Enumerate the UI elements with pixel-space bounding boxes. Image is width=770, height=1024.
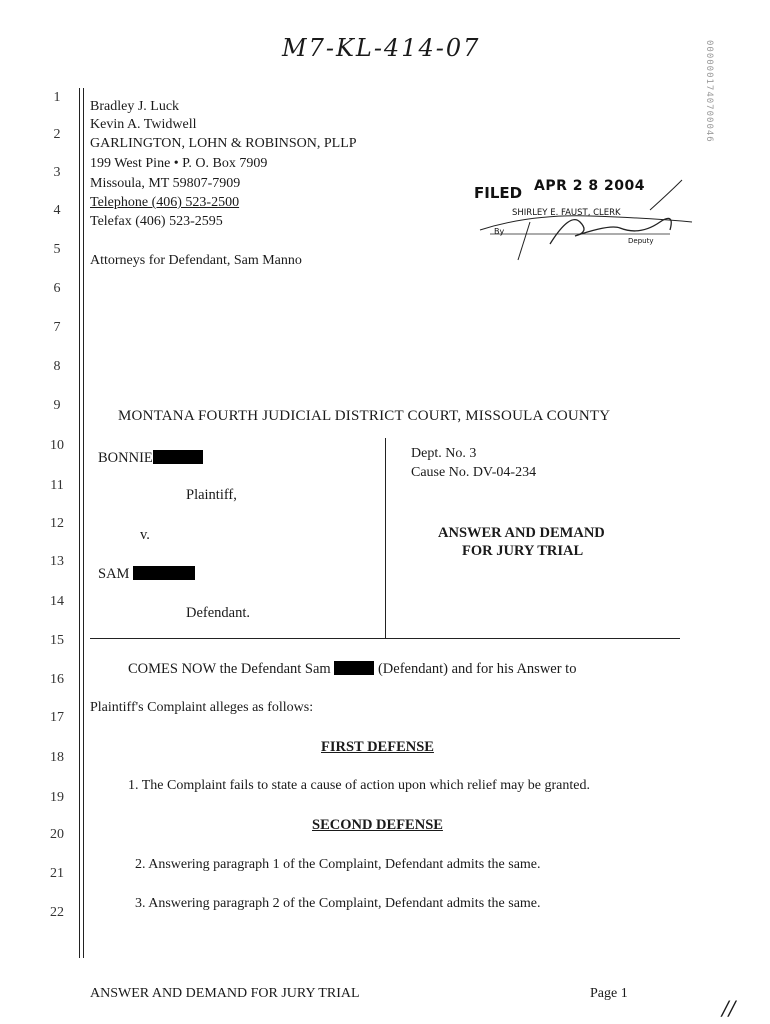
line-number: 7: [53, 320, 61, 335]
dept-number: Dept. No. 3: [411, 446, 477, 461]
footer-page-number: Page 1: [590, 986, 628, 1001]
filed-stamp-by: By: [494, 227, 505, 236]
filed-stamp-date: APR 2 8 2004: [534, 178, 645, 194]
line-number: 11: [50, 478, 64, 493]
line-number: 17: [50, 710, 64, 725]
line-number: 20: [50, 827, 64, 842]
filed-stamp-deputy: Deputy: [628, 237, 654, 245]
versus: v.: [140, 527, 150, 543]
intro-line-1: [128, 661, 576, 678]
line-number: 2: [53, 127, 61, 142]
footer-handwritten-mark: //: [722, 996, 736, 1020]
attorney-line: Bradley J. Luck: [90, 99, 180, 114]
attorney-line: GARLINGTON, LOHN & ROBINSON, PLLP: [90, 136, 357, 151]
paragraph-3: 3. Answering paragraph 2 of the Complaint, Defendant admits the same.: [135, 896, 541, 911]
redaction-bar: [334, 661, 374, 675]
line-number: 14: [50, 594, 64, 609]
attorney-line: 199 West Pine • P. O. Box 7909: [90, 156, 268, 171]
paragraph-2: 2. Answering paragraph 1 of the Complaint, Defendant admits the same.: [135, 857, 541, 872]
clerk-signature-icon: [470, 172, 700, 262]
court-title: MONTANA FOURTH JUDICIAL DISTRICT COURT, MISSOULA COUNTY: [118, 408, 611, 424]
defendant-name-text: SAM: [98, 566, 130, 582]
caption-bottom-rule: [90, 638, 680, 639]
attorney-line: Telephone (406) 523-2500: [90, 195, 240, 210]
cause-number: Cause No. DV-04-234: [411, 465, 537, 480]
line-number: 8: [53, 359, 61, 374]
filed-stamp-label: FILED: [474, 184, 523, 202]
line-number: 4: [53, 203, 61, 218]
intro-text-a: COMES NOW the Defendant Sam: [128, 661, 331, 677]
intro-text-b: (Defendant) and for his Answer to: [377, 661, 577, 677]
document-title-line-2: FOR JURY TRIAL: [462, 543, 584, 559]
line-number: 1: [53, 90, 61, 105]
attorney-line: Kevin A. Twidwell: [90, 117, 197, 132]
attorneys-for: Attorneys for Defendant, Sam Manno: [90, 253, 302, 268]
handwritten-case-reference: M7-KL-414-07: [282, 34, 481, 62]
line-number: 18: [50, 750, 64, 765]
redaction-bar: [133, 566, 195, 580]
plaintiff-name: [98, 450, 203, 467]
line-number: 9: [53, 398, 61, 413]
left-margin-rule-1: [79, 88, 80, 958]
line-number: 16: [50, 672, 64, 687]
caption-divider: [385, 438, 386, 638]
line-number: 22: [50, 905, 64, 920]
intro-line-2: Plaintiff's Complaint alleges as follows:: [90, 700, 314, 715]
plaintiff-name-text: BONNIE: [98, 450, 153, 466]
filed-stamp-clerk: SHIRLEY E. FAUST, CLERK: [512, 208, 621, 218]
line-number: 5: [53, 242, 61, 257]
defendant-name: [98, 566, 195, 583]
line-number: 10: [50, 438, 64, 453]
line-number: 12: [50, 516, 64, 531]
attorney-line: Telefax (406) 523-2595: [90, 214, 223, 229]
line-number: 15: [50, 633, 64, 648]
paragraph-1: 1. The Complaint fails to state a cause of action upon which relief may be granted.: [128, 778, 590, 793]
defendant-label: Defendant.: [186, 605, 251, 621]
document-title-line-1: ANSWER AND DEMAND: [438, 525, 605, 541]
redaction-bar: [153, 450, 203, 464]
line-number: 13: [50, 554, 64, 569]
vertical-bates-stamp: 0000001740700046: [704, 40, 714, 143]
left-margin-rule-2: [83, 88, 84, 958]
line-number: 19: [50, 790, 64, 805]
line-number: 6: [53, 281, 61, 296]
footer-title: ANSWER AND DEMAND FOR JURY TRIAL: [90, 986, 360, 1001]
plaintiff-label: Plaintiff,: [186, 487, 237, 503]
first-defense-heading: FIRST DEFENSE: [321, 739, 434, 755]
line-number: 3: [53, 165, 61, 180]
attorney-line: Missoula, MT 59807-7909: [90, 176, 241, 191]
second-defense-heading: SECOND DEFENSE: [312, 817, 443, 833]
line-number: 21: [50, 866, 64, 881]
